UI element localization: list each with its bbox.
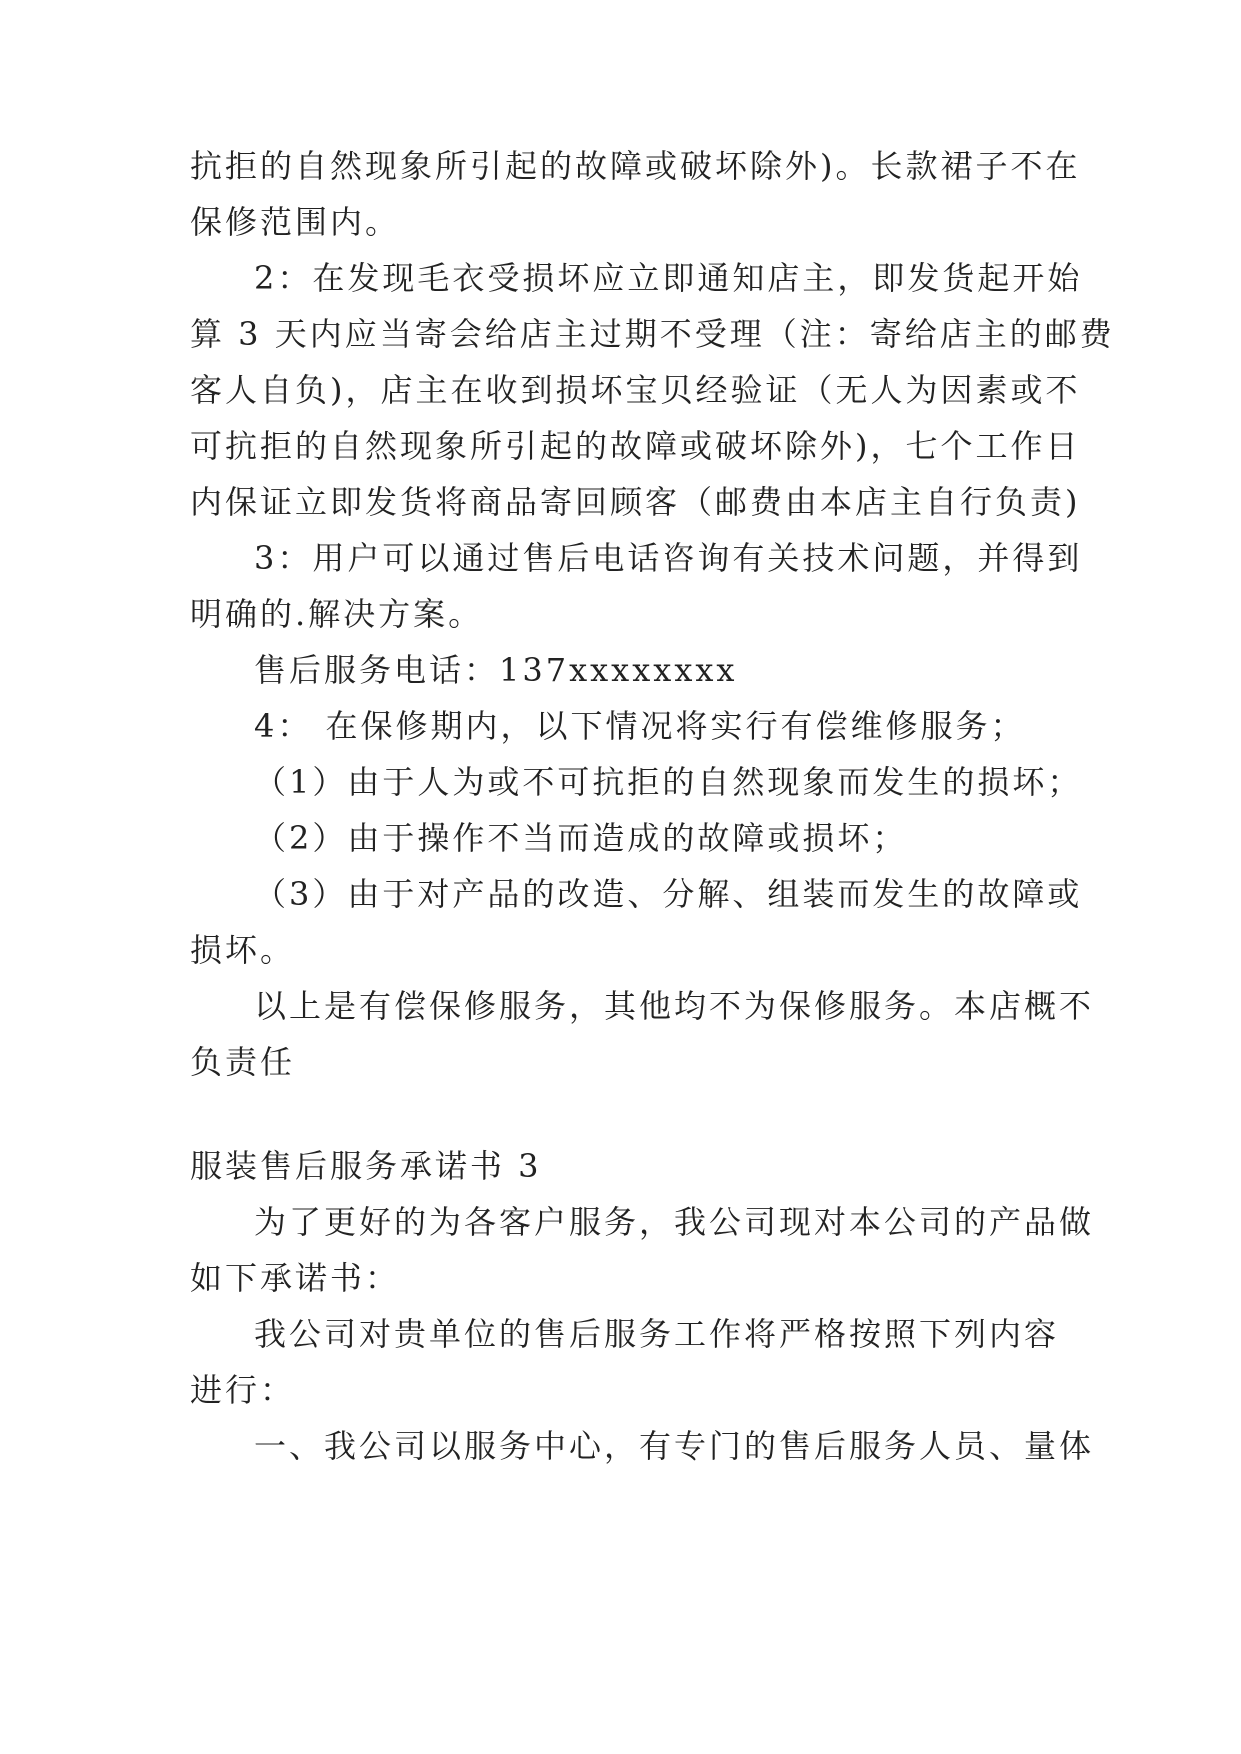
text-line: 进行： xyxy=(190,1371,296,1409)
text-line: 我公司对贵单位的售后服务工作将严格按照下列内容 xyxy=(254,1315,1060,1353)
paragraph-summary xyxy=(190,978,1095,1090)
text-line: 2：在发现毛衣受损坏应立即通知店主，即发货起开始 xyxy=(254,259,1083,297)
paragraph-commitment xyxy=(190,1306,1060,1418)
text-line: 可抗拒的自然现象所引起的故障或破坏除外)，七个工作日 xyxy=(190,427,1081,465)
text-line: 3：用户可以通过售后电话咨询有关技术问题，并得到 xyxy=(254,539,1083,577)
text-line: 保修范围内。 xyxy=(190,203,401,241)
text-line: 算 3 天内应当寄会给店主过期不受理（注：寄给店主的邮费 xyxy=(190,315,1115,353)
paragraph-item-2 xyxy=(190,250,1115,530)
section-title: 服装售后服务承诺书 3 xyxy=(190,1147,542,1185)
text-line: 抗拒的自然现象所引起的故障或破坏除外)。长款裙子不在 xyxy=(190,147,1081,185)
text-line: 为了更好的为各客户服务，我公司现对本公司的产品做 xyxy=(254,1203,1095,1241)
text-line: 4： 在保修期内，以下情况将实行有偿维修服务； xyxy=(254,707,1026,745)
paragraph-service-phone xyxy=(190,642,1052,698)
text-line: 以上是有偿保修服务，其他均不为保修服务。本店概不 xyxy=(254,987,1095,1025)
paragraph-intro xyxy=(190,1194,1095,1306)
paragraph-warranty-exclusion xyxy=(190,138,1081,250)
paragraph-item-3 xyxy=(190,530,1083,642)
service-phone-line: 售后服务电话：137xxxxxxxx xyxy=(254,651,738,689)
text-line: 明确的.解决方案。 xyxy=(190,595,484,633)
paragraph-clause-1 xyxy=(190,1418,1095,1474)
text-line: （1）由于人为或不可抗拒的自然现象而发生的损坏； xyxy=(254,763,1083,801)
text-line: （3）由于对产品的改造、分解、组装而发生的故障或 xyxy=(254,875,1083,913)
text-line: （2）由于操作不当而造成的故障或损坏； xyxy=(254,819,908,857)
text-line: 内保证立即发货将商品寄回顾客（邮费由本店主自行负责) xyxy=(190,483,1081,521)
text-line: 如下承诺书： xyxy=(190,1259,401,1297)
text-line: 负责任 xyxy=(190,1043,296,1081)
text-line: 损坏。 xyxy=(190,931,296,969)
text-line: 一、我公司以服务中心，有专门的售后服务人员、量体 xyxy=(254,1427,1095,1465)
text-line: 客人自负)，店主在收到损坏宝贝经验证（无人为因素或不 xyxy=(190,371,1081,409)
section-heading xyxy=(190,1138,1052,1194)
paragraph-item-4 xyxy=(190,698,1083,978)
